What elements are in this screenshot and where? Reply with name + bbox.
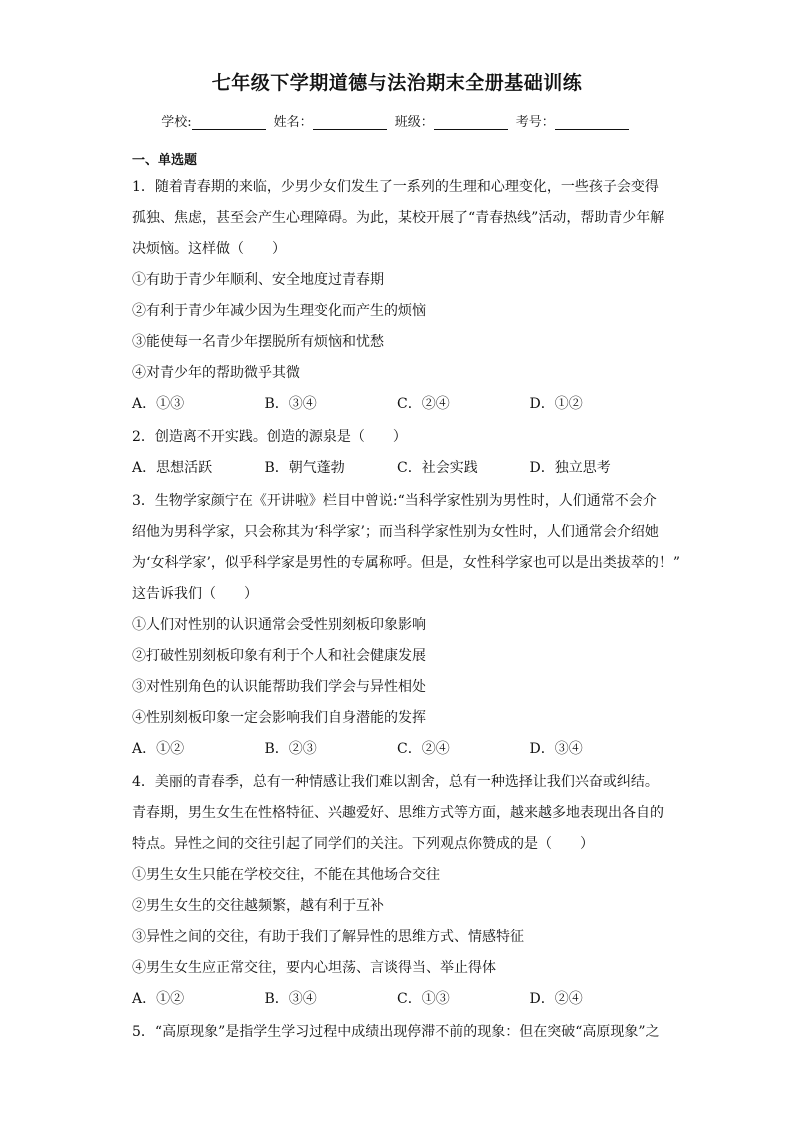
question-stem-line: 5．“高原现象”是指学生学习过程中成绩出现停滞不前的现象：但在突破“高原现象”之 (132, 1024, 660, 1040)
question-stem-line: 为‘女科学家’，似乎科学家是男性的专属称呼。但是，女性科学家也可以是出类拔萃的！” (132, 555, 681, 571)
question-statement: ④对青少年的帮助微乎其微 (132, 365, 300, 381)
question-statement: ③对性别角色的认识能帮助我们学会与异性相处 (132, 679, 426, 695)
school-label: 学校: (161, 115, 192, 130)
school-field (161, 111, 269, 130)
question-statement: ①有助于青少年顺利、安全地度过青春期 (132, 272, 384, 288)
class-blank[interactable] (434, 114, 508, 130)
question-statement: ③能使每一名青少年摆脱所有烦恼和忧愁 (132, 334, 384, 350)
question-stem-line: 决烦恼。这样做（ ） (132, 241, 286, 257)
question-stem-line: 1．随着青春期的来临，少男少女们发生了一系列的生理和心理变化，一些孩子会变得 (132, 179, 659, 195)
answer-option-b[interactable]: B．朝气蓬勃 (264, 460, 345, 476)
school-blank[interactable] (192, 114, 266, 130)
answer-option-d[interactable]: D．独立思考 (529, 460, 611, 476)
answer-option-b[interactable]: B．③④ (264, 396, 317, 412)
answer-option-c[interactable]: C．①③ (397, 991, 450, 1007)
answer-option-d[interactable]: D．①② (529, 396, 583, 412)
answer-option-a[interactable]: A．思想活跃 (132, 460, 213, 476)
question-stem-line: 绍他为男科学家，只会称其为‘科学家’；而当科学家性别为女性时，人们通常会介绍她 (132, 524, 659, 540)
answer-option-a[interactable]: A．①③ (132, 396, 185, 412)
class-field (395, 111, 512, 130)
question-statement: ①人们对性别的认识通常会受性别刻板印象影响 (132, 617, 426, 633)
answer-option-a[interactable]: A．①② (132, 741, 185, 757)
name-label: 姓名： (273, 115, 313, 130)
question-stem-line: 特点。异性之间的交往引起了同学们的关注。下列观点你赞成的是（ ） (132, 836, 594, 852)
answer-option-d[interactable]: D．③④ (529, 741, 583, 757)
question-3 (132, 486, 681, 765)
question-1 (132, 172, 665, 420)
answer-options (132, 984, 662, 1015)
question-statement: ③异性之间的交往，有助于我们了解异性的思维方式、情感特征 (132, 929, 524, 945)
name-blank[interactable] (313, 114, 387, 130)
answer-options (132, 734, 662, 765)
student-info-row (132, 108, 662, 130)
question-stem-line: 3．生物学家颜宁在《开讲啦》栏目中曾说:“当科学家性别为男性时，人们通常不会介 (132, 493, 657, 509)
question-4 (132, 767, 662, 1015)
name-field (274, 111, 391, 130)
answer-option-c[interactable]: C．②④ (397, 741, 450, 757)
question-statement: ④性别刻板印象一定会影响我们自身潜能的发挥 (132, 710, 426, 726)
answer-option-c[interactable]: C．②④ (397, 396, 450, 412)
answer-option-b[interactable]: B．②③ (264, 741, 317, 757)
exam-number-label: 考号： (515, 115, 555, 130)
exam-number-field (516, 111, 633, 130)
question-stem-line: 这告诉我们（ ） (132, 586, 258, 602)
question-statement: ②男生女生的交往越频繁，越有利于互补 (132, 898, 384, 914)
question-statement: ①男生女生只能在学校交往，不能在其他场合交往 (132, 867, 440, 883)
exam-title: 七年级下学期道德与法治期末全册基础训练 (211, 72, 583, 94)
question-5 (132, 1017, 662, 1048)
answer-option-b[interactable]: B．③④ (264, 991, 317, 1007)
answer-option-c[interactable]: C．社会实践 (397, 460, 478, 476)
section-heading: 一、单选题 (132, 153, 198, 168)
question-stem-line: 青春期，男生女生在性格特征、兴趣爱好、思维方式等方面，越来越多地表现出各自的 (132, 805, 664, 821)
exam-number-blank[interactable] (555, 114, 629, 130)
question-2 (132, 422, 662, 484)
answer-options (132, 453, 662, 484)
answer-option-d[interactable]: D．②④ (529, 991, 583, 1007)
question-stem-line: 孤独、焦虑，甚至会产生心理障碍。为此，某校开展了“青春热线”活动，帮助青少年解 (132, 210, 665, 226)
class-label: 班级： (394, 115, 434, 130)
question-stem-line: 2．创造离不开实践。创造的源泉是（ ） (132, 429, 407, 445)
question-statement: ②打破性别刻板印象有利于个人和社会健康发展 (132, 648, 426, 664)
question-statement: ④男生女生应正常交往，要内心坦荡、言谈得当、举止得体 (132, 960, 496, 976)
question-statement: ②有利于青少年减少因为生理变化而产生的烦恼 (132, 303, 426, 319)
answer-option-a[interactable]: A．①② (132, 991, 185, 1007)
question-list (132, 172, 681, 1048)
question-stem-line: 4．美丽的青春季，总有一种情感让我们难以割舍，总有一种选择让我们兴奋或纠结。 (132, 774, 659, 790)
answer-options (132, 389, 662, 420)
